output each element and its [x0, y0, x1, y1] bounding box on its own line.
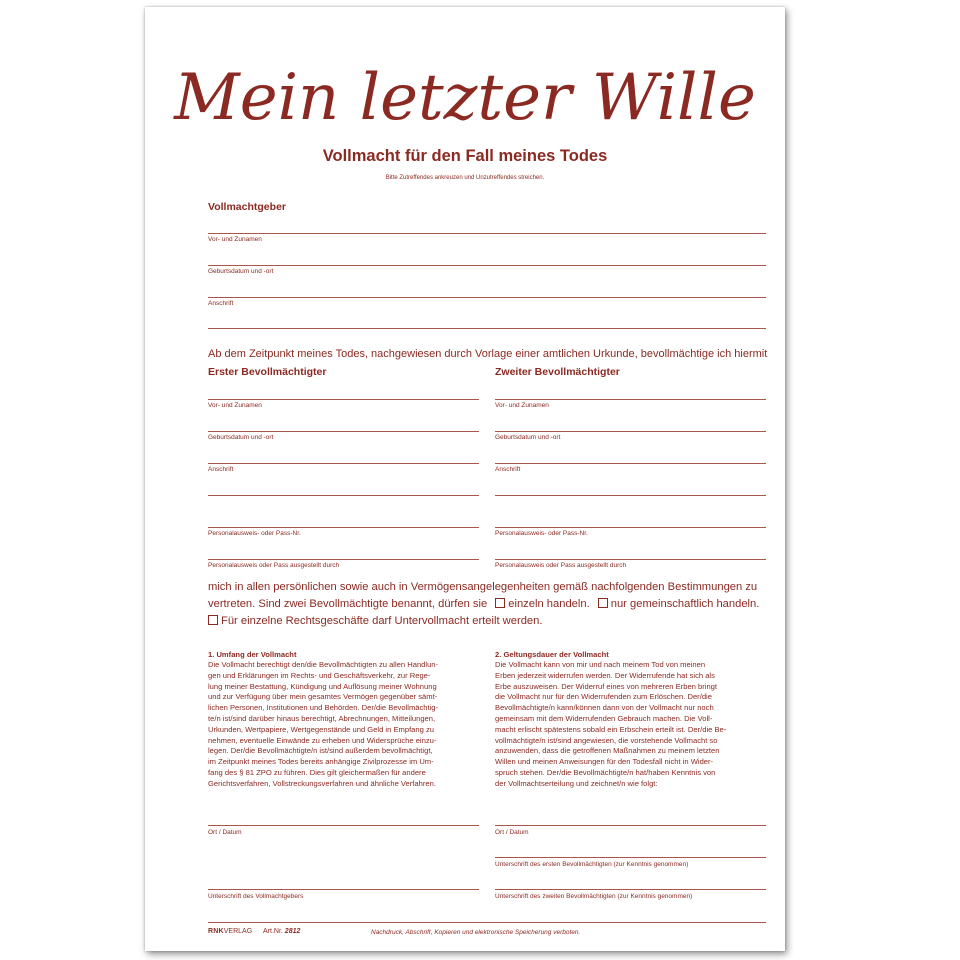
section2-text: [495, 660, 767, 790]
agent1-address-field[interactable]: [208, 463, 479, 464]
agent1-address-field-2[interactable]: [208, 495, 479, 496]
section1-heading: 1. Umfang der Vollmacht: [208, 650, 297, 659]
section1-line: und zur Verfügung über mein gesamtes Vermögen gegenüber sämt-: [208, 692, 438, 702]
agent1-signature-field[interactable]: [495, 857, 766, 858]
principal-address-label: Anschrift: [208, 300, 234, 307]
section1-line: lichen Personen, Institutionen und Behörden. Der/die Bevollmächtig-: [208, 703, 439, 713]
section1-line: gen und Erklärungen im Rechts- und Geschäftsverkehr, zur Rege-: [208, 670, 431, 680]
section1-line: Gerichtsverfahren, Vollstreckungsverfahren und ähnliche Verfahren.: [208, 778, 436, 788]
option-individual-label: einzeln handeln.: [508, 598, 590, 610]
principal-name-label: Vor- und Zunamen: [208, 236, 262, 243]
place-date-left-field[interactable]: [208, 825, 479, 826]
principal-signature-field[interactable]: [208, 889, 479, 890]
place-date-right-field[interactable]: [495, 825, 766, 826]
section2-line: macht erlischt spätestens sobald ein Erbschein erteilt ist. Der/die Be-: [495, 724, 727, 734]
place-date-right-label: Ort / Datum: [495, 829, 529, 836]
agent1-id-field[interactable]: [208, 527, 479, 528]
subdelegation-line: [208, 615, 542, 627]
agent2-issued-field[interactable]: [495, 559, 766, 560]
agent2-issued-label: Personalausweis oder Pass ausgestellt durch: [495, 562, 627, 569]
agent2-signature-field[interactable]: [495, 889, 766, 890]
option-subdelegation-label: Für einzelne Rechtsgeschäfte darf Untervollmacht erteilt werden.: [221, 615, 543, 627]
scope-line-2: [208, 598, 759, 610]
scope-line-1: mich in allen persönlichen sowie auch in Vermögensangelegenheiten gemäß nachfolgenden Bestimmungen zu: [208, 581, 758, 593]
section1-line: lung meiner Bestattung, Kündigung und Auflösung meiner Wohnung: [208, 681, 437, 691]
agent2-id-field[interactable]: [495, 527, 766, 528]
form-subtitle: Vollmacht für den Fall meines Todes: [322, 147, 608, 165]
instruction-text: Bitte Zutreffendes ankreuzen und Unzutreffendes streichen.: [385, 175, 545, 181]
form-sheet: [145, 7, 785, 951]
agent1-id-label: Personalausweis- oder Pass-Nr.: [208, 530, 301, 537]
section2-line: der Vollmachtserteilung und zeichnet/n wie folgt:: [495, 778, 658, 788]
copyright-notice: Nachdruck, Abschrift, Kopieren und elektronische Speicherung verboten.: [371, 929, 581, 936]
agent1-issued-field[interactable]: [208, 559, 479, 560]
principal-address-field[interactable]: [208, 297, 766, 298]
principal-birth-field[interactable]: [208, 265, 766, 266]
article-number: [263, 928, 300, 935]
agent1-address-label: Anschrift: [208, 466, 234, 473]
agent1-issued-label: Personalausweis oder Pass ausgestellt durch: [208, 562, 340, 569]
principal-birth-label: Geburtsdatum und -ort: [208, 268, 274, 275]
brand-name: RNK: [208, 928, 224, 935]
agent2-address-label: Anschrift: [495, 466, 521, 473]
section2-line: vollmächtigte/n ist/sind angewiesen, die vorstehende Vollmacht so: [495, 735, 718, 745]
section2-line: Willen und meinen Anweisungen für den Todesfall nicht in Wider-: [495, 757, 714, 767]
section1-line: legen. Der/die Bevollmächtigte/n ist/sind außerdem bevollmächtigt,: [208, 746, 433, 756]
section2-line: Erben jederzeit widerrufen werden. Der Widerrufende hat sich als: [495, 670, 715, 680]
principal-signature-label: Unterschrift des Vollmachtgebers: [208, 893, 304, 900]
section1-line: Urkunden, Wertpapiere, Wertgegenstände und Geld in Empfang zu: [208, 724, 434, 734]
agent2-birth-field[interactable]: [495, 431, 766, 432]
footer-rule: [208, 922, 766, 923]
agent2-heading: Zweiter Bevollmächtigter: [495, 366, 620, 378]
form-title: Mein letzter Wille: [174, 61, 756, 135]
agent2-name-field[interactable]: [495, 399, 766, 400]
article-number-label: Art.Nr.: [263, 928, 283, 935]
article-number-value: 2812: [284, 928, 301, 935]
section2-line: gemeinsam mit dem Widerrufenden Gebrauch machen. Die Voll-: [495, 713, 713, 723]
section2-line: anzuwenden, dass die getroffenen Maßnahmen zu meinem letzten: [495, 746, 720, 756]
section2-line: Die Vollmacht kann von mir und nach meinem Tod von meinen: [495, 660, 706, 669]
place-date-left-label: Ort / Datum: [208, 829, 242, 836]
agent2-address-field[interactable]: [495, 463, 766, 464]
agent1-name-label: Vor- und Zunamen: [208, 402, 262, 409]
option-joint-label: nur gemeinschaftlich handeln.: [610, 598, 760, 610]
checkbox-joint[interactable]: [598, 598, 608, 608]
section1-text: [208, 660, 480, 790]
agent2-id-label: Personalausweis- oder Pass-Nr.: [495, 530, 588, 537]
agent2-birth-label: Geburtsdatum und -ort: [495, 434, 561, 441]
agent1-birth-field[interactable]: [208, 431, 479, 432]
agent2-address-field-2[interactable]: [495, 495, 766, 496]
section1-line: fang des § 81 ZPO zu führen. Dies gilt gleichermaßen für andere: [208, 767, 426, 777]
section2-line: die Vollmacht nur für den Widerrufenden zum Erlöschen. Der/die: [495, 692, 712, 702]
principal-address-field-2[interactable]: [208, 328, 766, 329]
section2-line: Erbe auszuweisen. Der Widerruf eines von mehreren Erben bringt: [495, 681, 718, 691]
agent1-heading: Erster Bevollmächtigter: [208, 366, 327, 378]
section1-line: te/n ist/sind darüber hinaus berechtigt, Abrechnungen, Mitteilungen,: [208, 713, 436, 723]
principal-heading: Vollmachtgeber: [208, 201, 286, 213]
publisher-logo: [208, 928, 252, 935]
script-title: [145, 47, 785, 137]
publisher-name: VERLAG: [223, 928, 253, 935]
section1-line: im Zeitpunkt meines Todes bereits anhängige Zivilprozesse im Um-: [208, 757, 434, 767]
agent1-name-field[interactable]: [208, 399, 479, 400]
section1-line: nehmen, eventuelle Einwände zu erheben und Widersprüche einzu-: [208, 735, 437, 745]
agent1-birth-label: Geburtsdatum und -ort: [208, 434, 274, 441]
agent1-signature-label: Unterschrift des ersten Bevollmächtigten (zur Kenntnis genommen): [495, 861, 689, 868]
scope-line-2-text: vertreten. Sind zwei Bevollmächtigte benannt, dürfen sie: [208, 598, 488, 610]
principal-name-field[interactable]: [208, 233, 766, 234]
agent2-signature-label: Unterschrift des zweiten Bevollmächtigten (zur Kenntnis genommen): [495, 893, 693, 900]
checkbox-subdelegation[interactable]: [208, 615, 218, 625]
section2-line: spruch stehen. Der/die Bevollmächtigte/n hat/haben Kenntnis von: [495, 767, 716, 777]
section1-line: Die Vollmacht berechtigt den/die Bevollmächtigten zu allen Handlun-: [208, 660, 439, 669]
agent2-name-label: Vor- und Zunamen: [495, 402, 549, 409]
checkbox-individual[interactable]: [495, 598, 505, 608]
section2-line: Bevollmächtigte/n kann/können dann von der Vollmacht nur noch: [495, 703, 714, 713]
section2-heading: 2. Geltungsdauer der Vollmacht: [495, 650, 609, 659]
intro-sentence: Ab dem Zeitpunkt meines Todes, nachgewiesen durch Vorlage einer amtlichen Urkunde, bevollmächtige ich hiermit: [208, 348, 768, 360]
